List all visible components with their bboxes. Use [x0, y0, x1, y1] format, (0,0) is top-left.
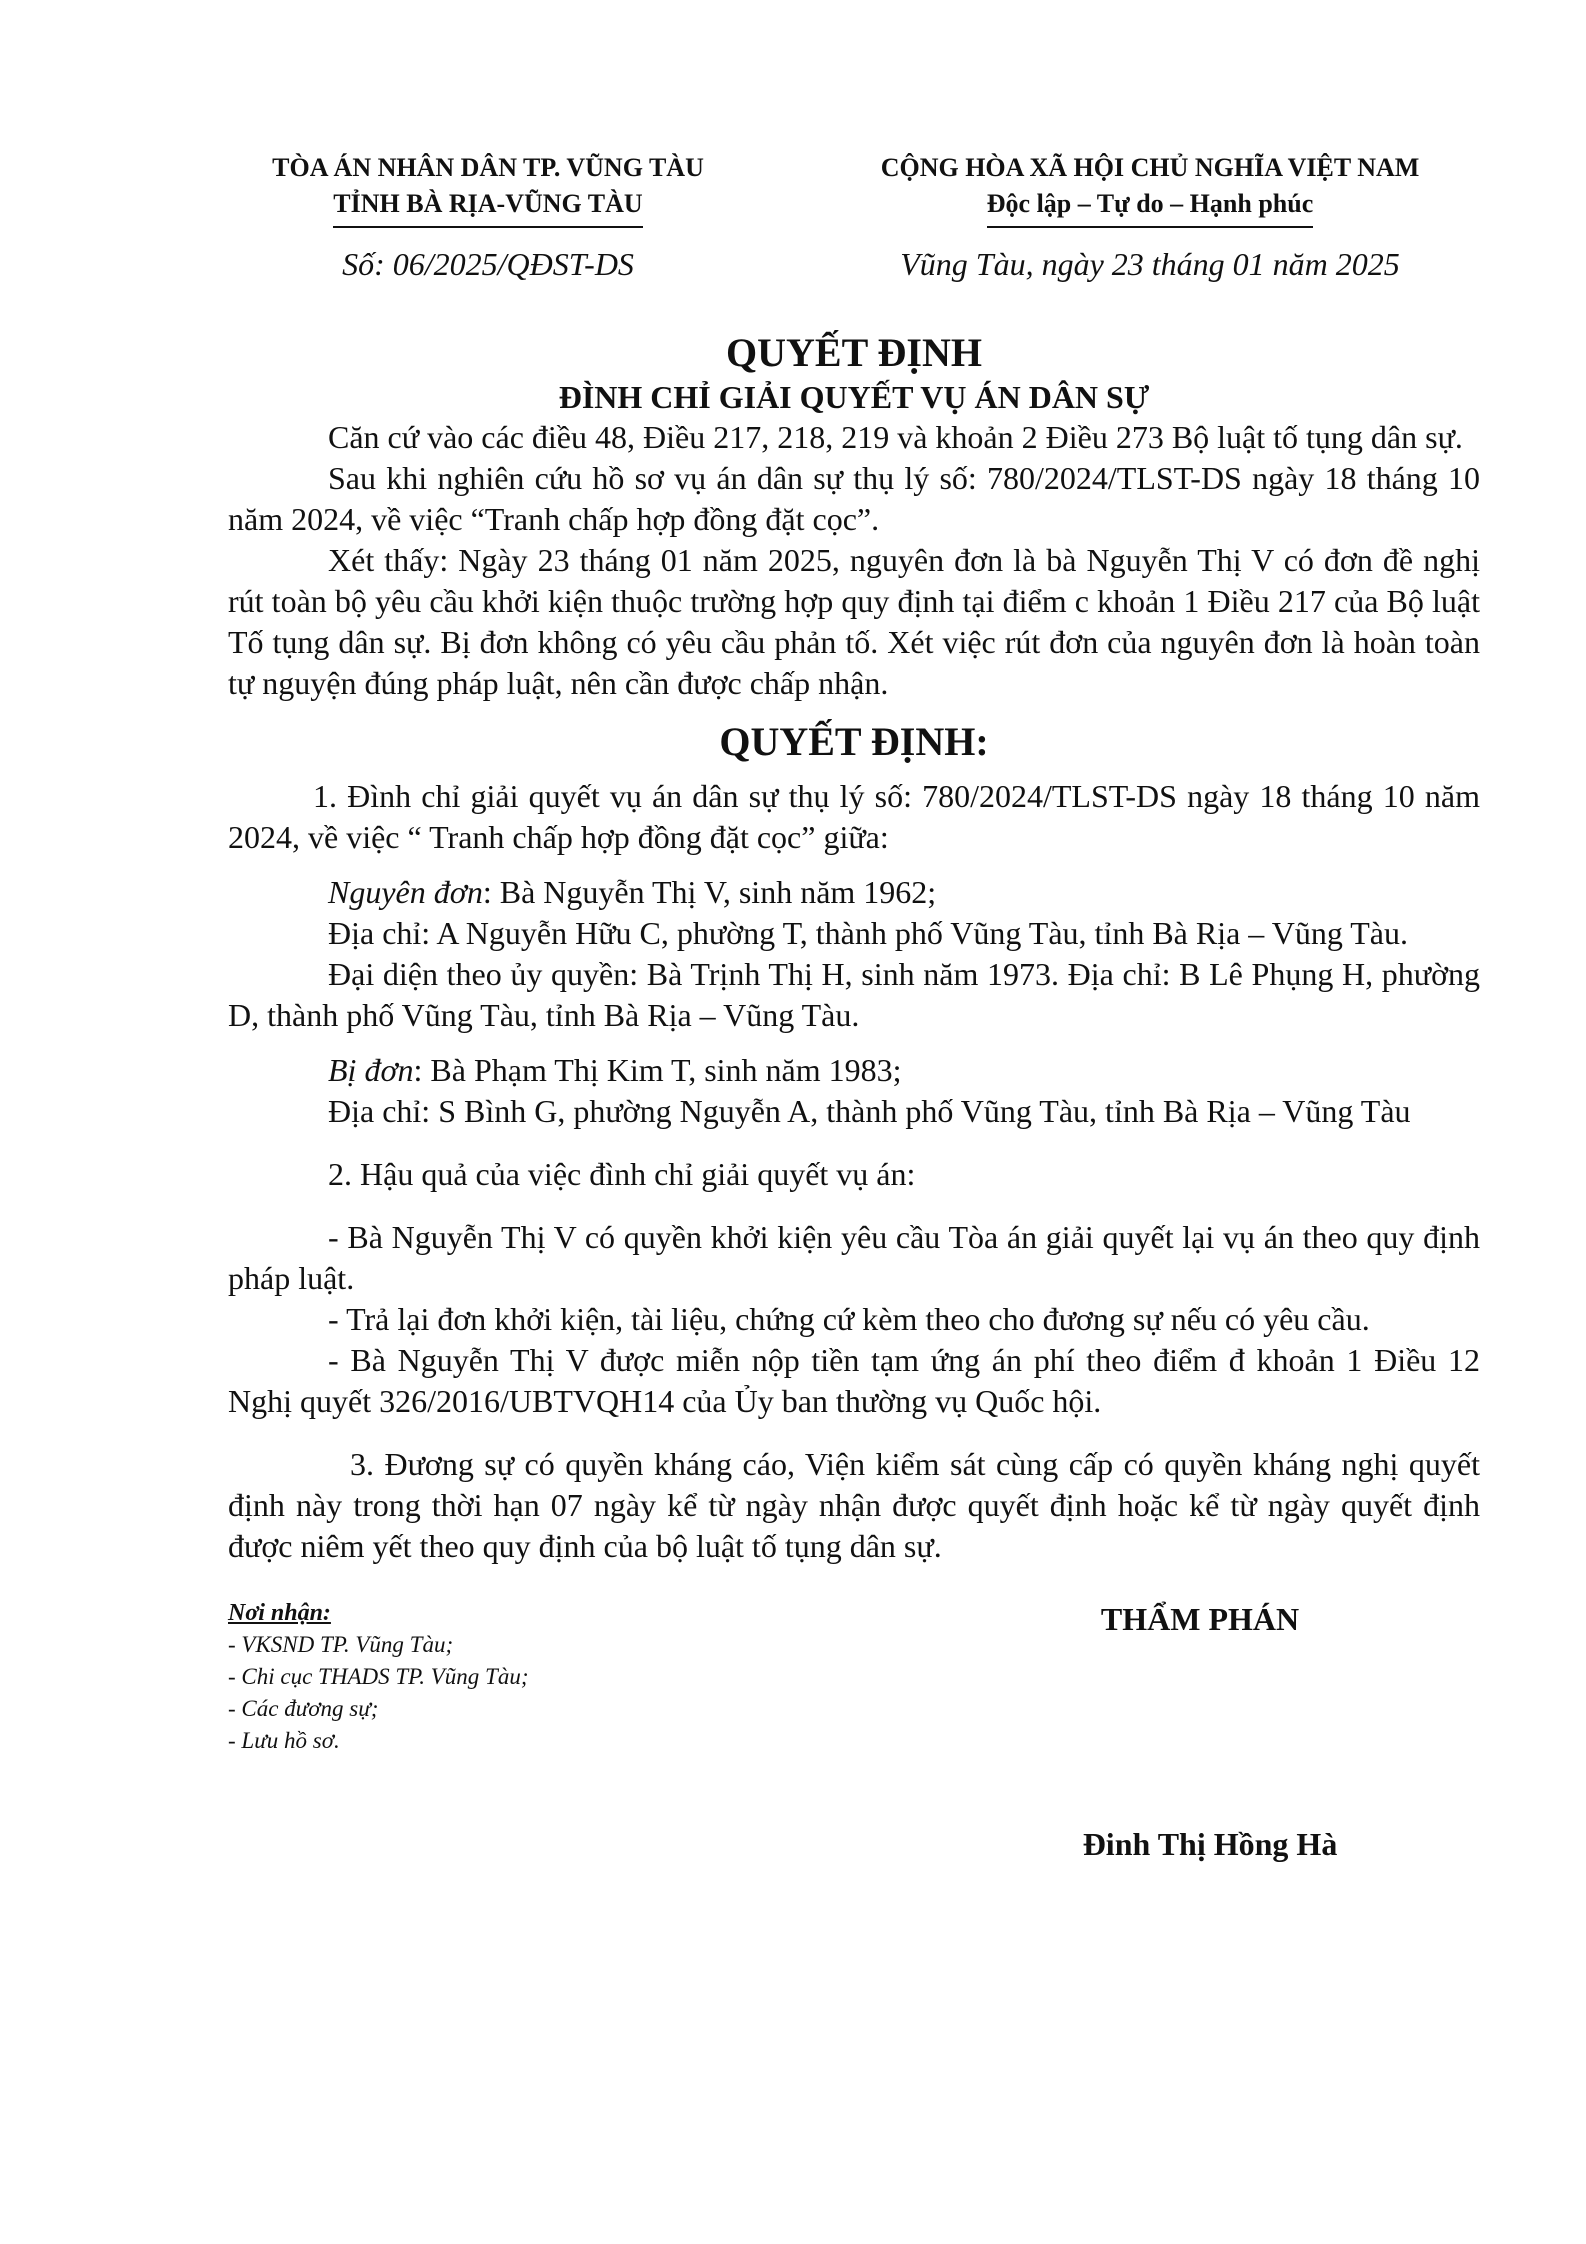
decision-item-2: 2. Hậu quả của việc đình chỉ giải quyết vụ án:: [328, 1156, 916, 1192]
recipient-item: - Lưu hồ sơ.: [228, 1728, 340, 1753]
signer-name: Đinh Thị Hồng Hà: [1082, 1826, 1338, 1862]
consequence-item: - Trả lại đơn khởi kiện, tài liệu, chứng cứ kèm theo cho đương sự nếu có yêu cầu.: [328, 1301, 1370, 1337]
plaintiff-address: Địa chỉ: A Nguyễn Hữu C, phường T, thành phố Vũng Tàu, tỉnh Bà Rịa – Vũng Tàu.: [328, 915, 1408, 951]
defendant-text: : Bà Phạm Thị Kim T, sinh năm 1983;: [413, 1052, 902, 1088]
place-date: Vũng Tàu, ngày 23 tháng 01 năm 2025: [900, 246, 1400, 282]
court-name: TÒA ÁN NHÂN DÂN TP. VŨNG TÀU: [272, 153, 704, 182]
defendant-line: [228, 1050, 1480, 1091]
consequence-item: - Bà Nguyễn Thị V được miễn nộp tiền tạm ứng án phí theo điểm đ khoản 1 Điều 12 Nghị quyết 326/2016/UBTVQH14 của Ủy ban thường vụ Quốc hội.: [228, 1342, 1480, 1419]
number-date-row: [228, 246, 1480, 283]
nation-block: [820, 150, 1480, 228]
defendant-address: Địa chỉ: S Bình G, phường Nguyễn A, thành phố Vũng Tàu, tỉnh Bà Rịa – Vũng Tàu: [328, 1093, 1411, 1129]
document-footer: [228, 1597, 1480, 1863]
recipient-item: - Chi cục THADS TP. Vũng Tàu;: [228, 1664, 529, 1689]
nation-motto: Độc lập – Tự do – Hạnh phúc: [987, 186, 1314, 228]
preamble-paragraph: Sau khi nghiên cứu hồ sơ vụ án dân sự thụ lý số: 780/2024/TLST-DS ngày 18 tháng 10 năm 2024, về việc “Tranh chấp hợp đồng đặt cọc”.: [228, 460, 1480, 537]
recipient-item: - VKSND TP. Vũng Tàu;: [228, 1632, 454, 1657]
decision-item-1: 1. Đình chỉ giải quyết vụ án dân sự thụ lý số: 780/2024/TLST-DS ngày 18 tháng 10 năm 2024, về việc “ Tranh chấp hợp đồng đặt cọc” giữa:: [228, 778, 1480, 855]
preamble-paragraph: Căn cứ vào các điều 48, Điều 217, 218, 219 và khoản 2 Điều 273 Bộ luật tố tụng dân sự.: [328, 419, 1463, 455]
defendant-label: Bị đơn: [328, 1052, 414, 1088]
nation-name: CỘNG HÒA XÃ HỘI CHỦ NGHĨA VIỆT NAM: [880, 153, 1420, 182]
plaintiff-line: [228, 872, 1480, 913]
document-title: QUYẾT ĐỊNH: [726, 330, 982, 375]
decision-heading: QUYẾT ĐỊNH:: [719, 719, 989, 764]
plaintiff-text: : Bà Nguyễn Thị V, sinh năm 1962;: [482, 874, 937, 910]
plaintiff-label: Nguyên đơn: [328, 874, 483, 910]
signature-block: [920, 1597, 1480, 1863]
decision-item-3: 3. Đương sự có quyền kháng cáo, Viện kiểm sát cùng cấp có quyền kháng nghị quyết định này trong thời hạn 07 ngày kể từ ngày nhận được quyết định hoặc kể từ ngày quyết định được niêm yết theo quy định của bộ luật tố tụng dân sự.: [228, 1446, 1480, 1564]
court-block: [228, 150, 748, 228]
recipients-block: [228, 1597, 728, 1863]
document-subtitle: ĐÌNH CHỈ GIẢI QUYẾT VỤ ÁN DÂN SỰ: [558, 379, 1150, 415]
document-number: Số: 06/2025/QĐST-DS: [342, 246, 634, 282]
consequence-item: - Bà Nguyễn Thị V có quyền khởi kiện yêu cầu Tòa án giải quyết lại vụ án theo quy định pháp luật.: [228, 1219, 1480, 1296]
signer-role: THẨM PHÁN: [1100, 1601, 1300, 1637]
preamble-paragraph: Xét thấy: Ngày 23 tháng 01 năm 2025, nguyên đơn là bà Nguyễn Thị V có đơn đề nghị rút toàn bộ yêu cầu khởi kiện thuộc trường hợp quy định tại điểm c khoản 1 Điều 217 của Bộ luật Tố tụng dân sự. Bị đơn không có yêu cầu phản tố. Xét việc rút đơn của nguyên đơn là hoàn toàn tự nguyện đúng pháp luật, nên cần được chấp nhận.: [228, 542, 1480, 701]
recipients-heading: Nơi nhận:: [228, 1600, 331, 1626]
representative: Đại diện theo ủy quyền: Bà Trịnh Thị H, sinh năm 1973. Địa chỉ: B Lê Phụng H, phường D, thành phố Vũng Tàu, tỉnh Bà Rịa – Vũng Tàu.: [228, 956, 1480, 1033]
court-province: TỈNH BÀ RỊA-VŨNG TÀU: [333, 186, 642, 228]
document-page: [228, 150, 1480, 1863]
document-header: [228, 150, 1480, 228]
recipient-item: - Các đương sự;: [228, 1696, 379, 1721]
